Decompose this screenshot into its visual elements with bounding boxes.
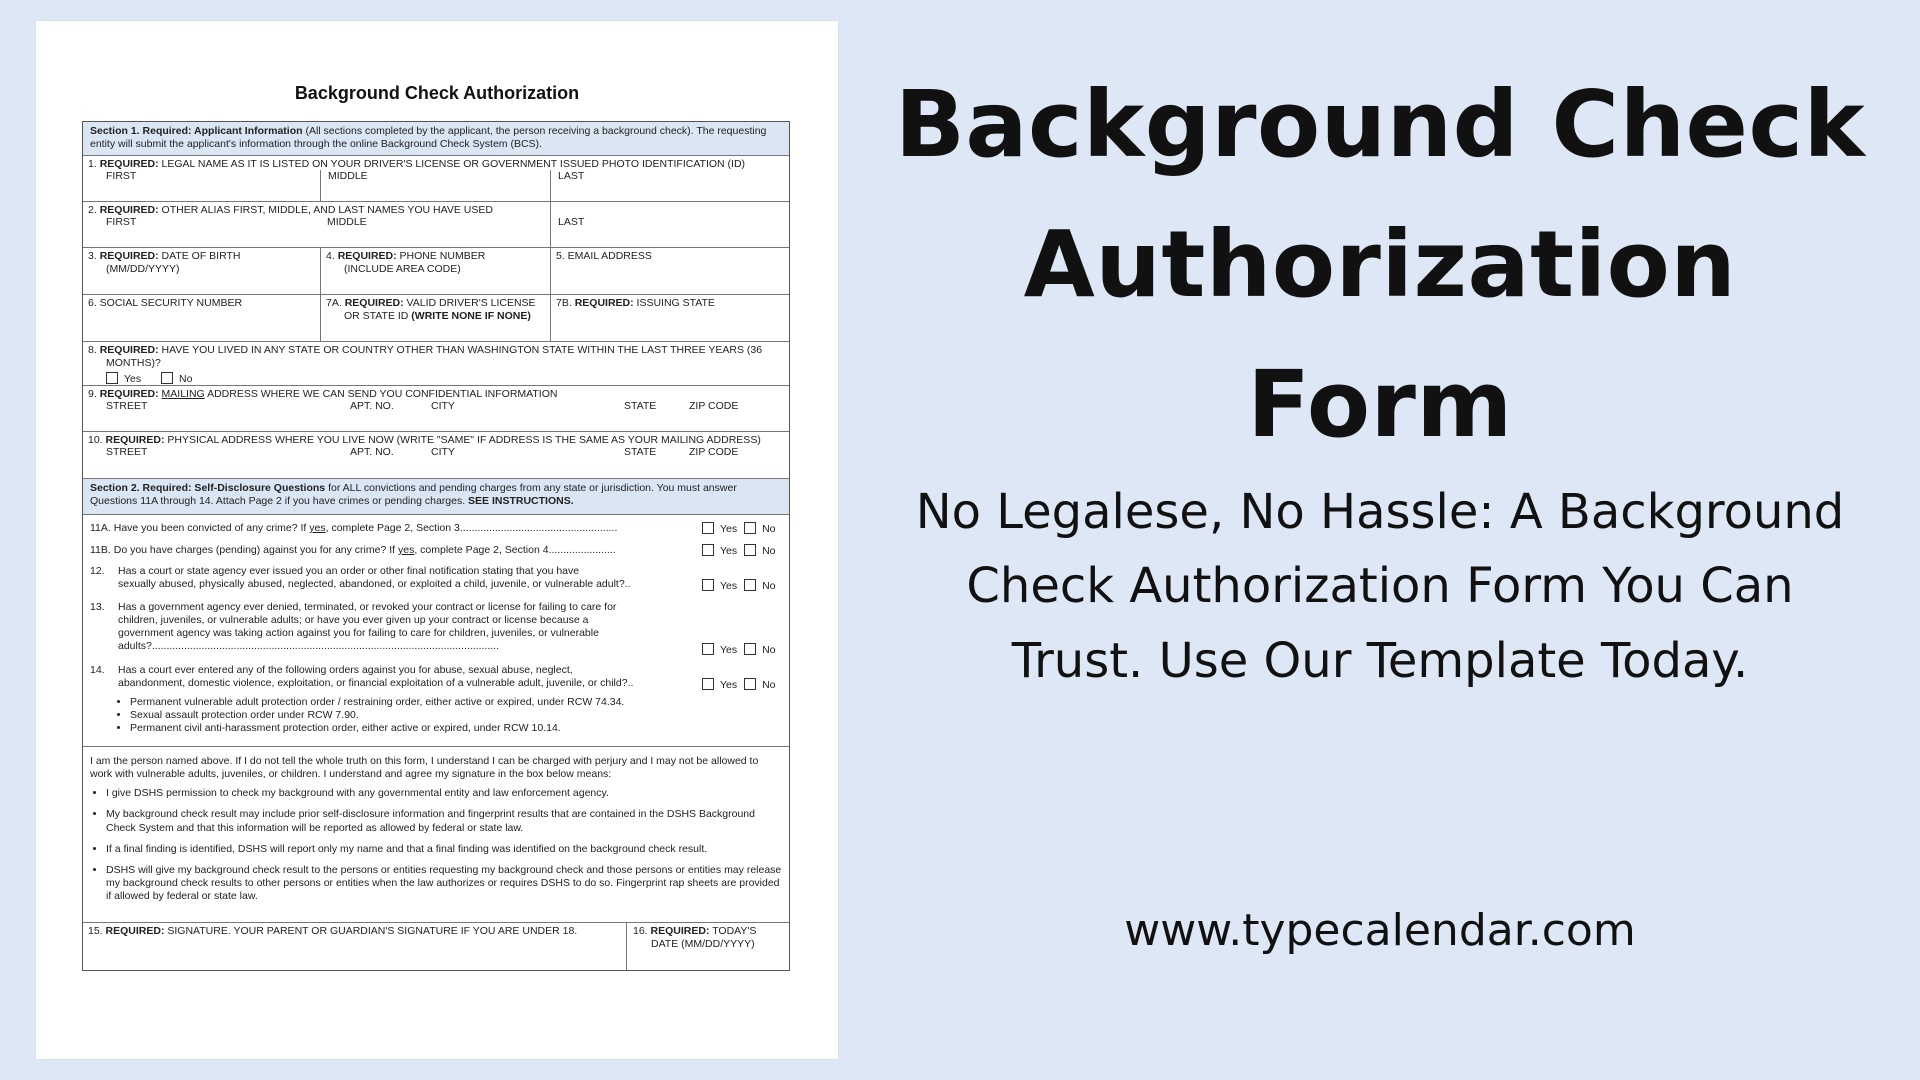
promo-title: Background Check Authorization Form <box>894 71 1866 458</box>
field-7b-issuing-state[interactable]: 7B. REQUIRED: ISSUING STATE <box>550 295 789 341</box>
q12-yes-checkbox[interactable] <box>702 579 714 591</box>
q14-order-item: • Permanent civil anti-harassment protection order, either active or expired, under RCW 10.14. <box>130 722 624 735</box>
q14-no-checkbox[interactable] <box>744 678 756 690</box>
alias-first-label: FIRST <box>106 216 137 228</box>
question-11b: 11B. Do you have charges (pending) against you for any crime? If yes, complete Page 2, Section 4....................... Yes No <box>90 544 776 557</box>
field-8-other-state: 8. REQUIRED: HAVE YOU LIVED IN ANY STATE OR COUNTRY OTHER THAN WASHINGTON STATE WITHIN THE LAST THREE YEARS (36 MONTHS)? Yes No <box>83 342 789 386</box>
question-11a: 11A. Have you been convicted of any crime? If yes, complete Page 2, Section 3...................................................... Yes No <box>90 522 776 535</box>
field-3-dob[interactable]: 3. REQUIRED: DATE OF BIRTH (MM/DD/YYYY) <box>88 250 241 276</box>
promo-url[interactable]: www.typecalendar.com <box>1124 905 1636 956</box>
question-14: 14. Has a court ever entered any of the following orders against you for abuse, sexual abuse, neglect, abandonment, domestic violence, exploitation, or financial exploitation of a vulnerable adult, juvenile, or child?.. Yes No • Permanent vulnerable adult protection order / restraining order, either active or expired, under RCW 74.34. • Sexual assault protection order under RCW 7.90. • Permanent civil anti-harassment protection order, either active or expired, under RCW 10.14. <box>90 664 782 744</box>
form-title: Background Check Authorization <box>294 83 580 103</box>
field-15-signature[interactable]: 15. REQUIRED: SIGNATURE. YOUR PARENT OR GUARDIAN'S SIGNATURE IF YOU ARE UNDER 18. <box>88 925 578 937</box>
section2-header: Section 2. Required: Self-Disclosure Questions for ALL convictions and pending charges from any state or jurisdiction. You must answer Questions 11A through 14. Attach Page 2 if you have crimes or pending charges. SEE INSTRUCTIONS. <box>83 479 789 515</box>
field-row-3-5 <box>83 248 789 295</box>
q11b-yes-checkbox[interactable] <box>702 544 714 556</box>
field-1-label: LEGAL NAME AS IT IS LISTED ON YOUR DRIVER'S LICENSE OR GOVERNMENT ISSUED PHOTO IDENTIFICATION (ID) <box>161 158 746 170</box>
field-1-legal-name[interactable]: 1. REQUIRED: LEGAL NAME AS IT IS LISTED ON YOUR DRIVER'S LICENSE OR GOVERNMENT ISSUED PHOTO IDENTIFICATION (ID) FIRST MIDDLE LAST <box>83 156 789 202</box>
field-2-alias-names[interactable]: 2. REQUIRED: OTHER ALIAS FIRST, MIDDLE, AND LAST NAMES YOU HAVE USED FIRST MIDDLE LAST <box>83 202 789 248</box>
form-body <box>82 121 790 971</box>
q14-order-item: • Permanent vulnerable adult protection order / restraining order, either active or expired, under RCW 74.34. <box>130 696 624 709</box>
middle-name-label: MIDDLE <box>320 170 368 201</box>
q14-yes-checkbox[interactable] <box>702 678 714 690</box>
field-row-6-7 <box>83 295 789 342</box>
question-13: 13. Has a government agency ever denied, terminated, or revoked your contract or license for failing to care for children, juveniles, or vulnerable adults; or have you ever given up your contract or license because a government agency was taking action against you for failing to care for children, juveniles, or vulnerable adults?....................................................................................................................... Yes No <box>90 601 776 656</box>
promo-tagline: No Legalese, No Hassle: A Background Check Authorization Form You Can Trust. Use Our Template Today. <box>915 484 1845 689</box>
q13-yes-checkbox[interactable] <box>702 643 714 655</box>
q12-no-checkbox[interactable] <box>744 579 756 591</box>
section1-header <box>83 122 789 156</box>
form-page <box>36 21 838 1059</box>
statement-item: • I give DSHS permission to check my background with any governmental entity and law enforcement agency. <box>106 787 782 800</box>
alias-middle-label: MIDDLE <box>327 216 367 228</box>
field-5-email[interactable]: 5. EMAIL ADDRESS <box>550 248 789 294</box>
field-8-no-checkbox[interactable] <box>161 372 173 384</box>
field-10-physical-address[interactable]: 10. REQUIRED: PHYSICAL ADDRESS WHERE YOU LIVE NOW (WRITE "SAME" IF ADDRESS IS THE SAME AS YOUR MAILING ADDRESS) STREET APT. NO. CITY STATE ZIP CODE <box>83 432 789 479</box>
q11b-no-checkbox[interactable] <box>744 544 756 556</box>
section1-heading: Section 1. Required: Applicant Information <box>90 125 303 137</box>
field-8-yes-checkbox[interactable] <box>106 372 118 384</box>
first-name-label: FIRST <box>106 170 137 182</box>
field-4-phone[interactable]: 4. REQUIRED: PHONE NUMBER (INCLUDE AREA CODE) <box>320 248 550 294</box>
field-16-date[interactable]: 16. REQUIRED: TODAY'S DATE (MM/DD/YYYY) <box>626 923 789 970</box>
authorization-statement <box>83 747 789 923</box>
field-7a-license[interactable]: 7A. REQUIRED: VALID DRIVER'S LICENSE OR STATE ID (WRITE NONE IF NONE) <box>320 295 550 341</box>
field-2-label: OTHER ALIAS FIRST, MIDDLE, AND LAST NAMES YOU HAVE USED <box>161 204 493 216</box>
q11a-no-checkbox[interactable] <box>744 522 756 534</box>
field-6-ssn[interactable]: 6. SOCIAL SECURITY NUMBER <box>88 297 243 309</box>
statement-item: • My background check result may include prior self-disclosure information and fingerprint results that are contained in the DSHS Background Check System and that this information will be reported as allowed by federal or state law. <box>106 808 782 834</box>
statement-item: • DSHS will give my background check result to the persons or entities requesting my background check and those persons or entities may release my background check results to other persons or entities when the law authorizes or requires DSHS to do so. Fingerprint rap sheets are provided if allowed by federal or state law. <box>106 864 782 903</box>
q11a-yes-checkbox[interactable] <box>702 522 714 534</box>
question-12: 12. Has a court or state agency ever issued you an order or other final notification stating that you have sexually abused, physically abused, neglected, abandoned, or exploited a child, juvenile, or vulnerable adult?.. Yes No <box>90 565 776 592</box>
statement-item: • If a final finding is identified, DSHS will report only my name and that a final finding was identified on the background check result. <box>106 843 782 856</box>
signature-row <box>83 923 789 970</box>
statement-intro: I am the person named above. If I do not tell the whole truth on this form, I understand I can be charged with perjury and I may not be allowed to work with vulnerable adults, juveniles, or children. I understand and agree my signature in the box below means: <box>90 755 759 781</box>
q13-no-checkbox[interactable] <box>744 643 756 655</box>
last-name-label: LAST <box>550 170 584 201</box>
self-disclosure-questions <box>83 515 789 747</box>
q14-order-list <box>130 696 624 735</box>
field-9-mailing-address[interactable]: 9. REQUIRED: MAILING ADDRESS WHERE WE CAN SEND YOU CONFIDENTIAL INFORMATION STREET APT. NO. CITY STATE ZIP CODE <box>83 386 789 432</box>
alias-last-label: LAST <box>550 202 584 247</box>
section1-text: (All sections completed by the applicant, the person receiving a background check). The requesting entity will submit the applicant's information through the online Background Check System (BCS). <box>90 125 767 151</box>
q14-order-item: • Sexual assault protection order under RCW 7.90. <box>130 709 624 722</box>
